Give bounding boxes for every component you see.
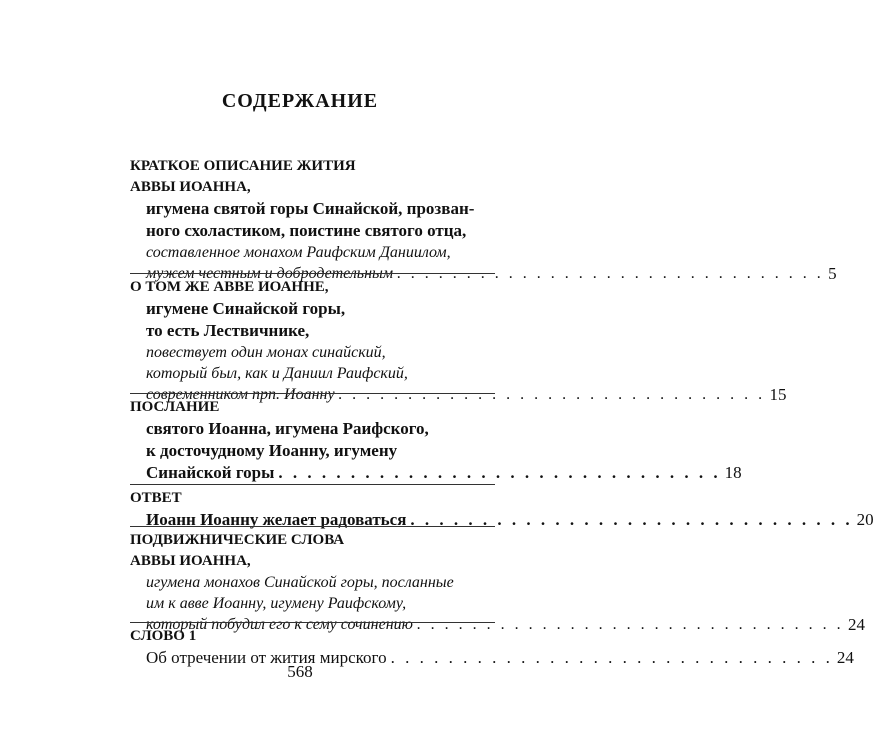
leader-dots: . . . . . . . . . . . . . . . . . . . . . . . . . . . . . . . xyxy=(410,510,853,529)
entry-italic-line: им к авве Иоанну, игумену Раифскому, xyxy=(146,595,407,612)
leader-dots: . . . . . . . . . . . . . . . . . . . . . . . . . . . . . . . xyxy=(278,463,721,482)
entry-bold-line: игумена святой горы Синайской, прозван- xyxy=(146,199,475,218)
entry-heading: ПОДВИЖНИЧЕСКИЕ СЛОВА xyxy=(130,532,345,548)
divider xyxy=(130,273,495,274)
entry-heading: СЛОВО 1 xyxy=(130,628,197,644)
toc-line[interactable] xyxy=(146,509,874,531)
entry-page-number: 20 xyxy=(856,510,874,529)
entry-last-line: современником прп. Иоанну xyxy=(146,386,335,403)
entry-heading: АВВЫ ИОАННА, xyxy=(130,179,251,195)
entry-heading: ОТВЕТ xyxy=(130,490,182,506)
entry-heading: О ТОМ ЖЕ АВВЕ ИОАННЕ, xyxy=(130,279,329,295)
entry-italic-line: игумена монахов Синайской горы, посланные xyxy=(146,574,454,591)
entry-page-number: 24 xyxy=(836,648,854,667)
entry-italic-line: составленное монахом Раифским Даниилом, xyxy=(146,244,451,261)
divider xyxy=(130,484,495,485)
entry-bold-line: к досточудному Иоанну, игумену xyxy=(146,441,398,460)
page-title: СОДЕРЖАНИЕ xyxy=(221,90,379,112)
entry-bold-line: святого Иоанна, игумена Раифского, xyxy=(146,419,429,438)
entry-heading: АВВЫ ИОАННА, xyxy=(130,553,251,569)
entry-heading: КРАТКОЕ ОПИСАНИЕ ЖИТИЯ xyxy=(130,158,356,174)
page-number: 568 xyxy=(287,662,313,681)
leader-dots: . . . . . . . . . . . . . . . . . . . . . . . . . . . . . . . xyxy=(338,386,766,403)
leader-dots: . . . . . . . . . . . . . . . . . . . . . . . . . . . . . . . xyxy=(397,265,825,282)
toc-entry xyxy=(130,530,865,635)
entry-page-number: 15 xyxy=(769,385,787,404)
divider xyxy=(130,526,495,527)
toc-entry xyxy=(130,277,787,405)
divider xyxy=(130,393,495,394)
entry-italic-line: повествует один монах синайский, xyxy=(146,344,386,361)
entry-last-line: Синайской горы xyxy=(146,463,275,482)
leader-dots: . . . . . . . . . . . . . . . . . . . . . . . . . . . . . . . xyxy=(390,648,833,667)
entry-last-line: Об отречении от жития мирского xyxy=(146,648,387,667)
entry-last-line: Иоанн Иоанну желает радоваться xyxy=(146,510,407,529)
entry-page-number: 24 xyxy=(847,615,865,634)
entry-last-line: который побудил его к сему сочинению xyxy=(146,616,413,633)
entry-bold-line: игумене Синайской горы, xyxy=(146,299,346,318)
entry-page-number: 18 xyxy=(724,463,742,482)
toc-entry xyxy=(130,156,837,284)
divider xyxy=(130,622,495,623)
leader-dots: . . . . . . . . . . . . . . . . . . . . . . . . . . . . . . . xyxy=(416,616,844,633)
entry-italic-line: который был, как и Даниил Раифский, xyxy=(146,365,408,382)
entry-bold-line: ного схоластиком, поистине святого отца, xyxy=(146,221,467,240)
entry-heading: ПОСЛАНИЕ xyxy=(130,399,220,415)
entry-bold-line: то есть Лествичнике, xyxy=(146,321,310,340)
entry-page-number: 5 xyxy=(828,264,837,283)
entry-last-line: мужем честным и добродетельным xyxy=(146,265,394,282)
toc-line[interactable] xyxy=(146,462,742,484)
toc-entry xyxy=(130,397,742,484)
toc-entry xyxy=(130,488,874,531)
